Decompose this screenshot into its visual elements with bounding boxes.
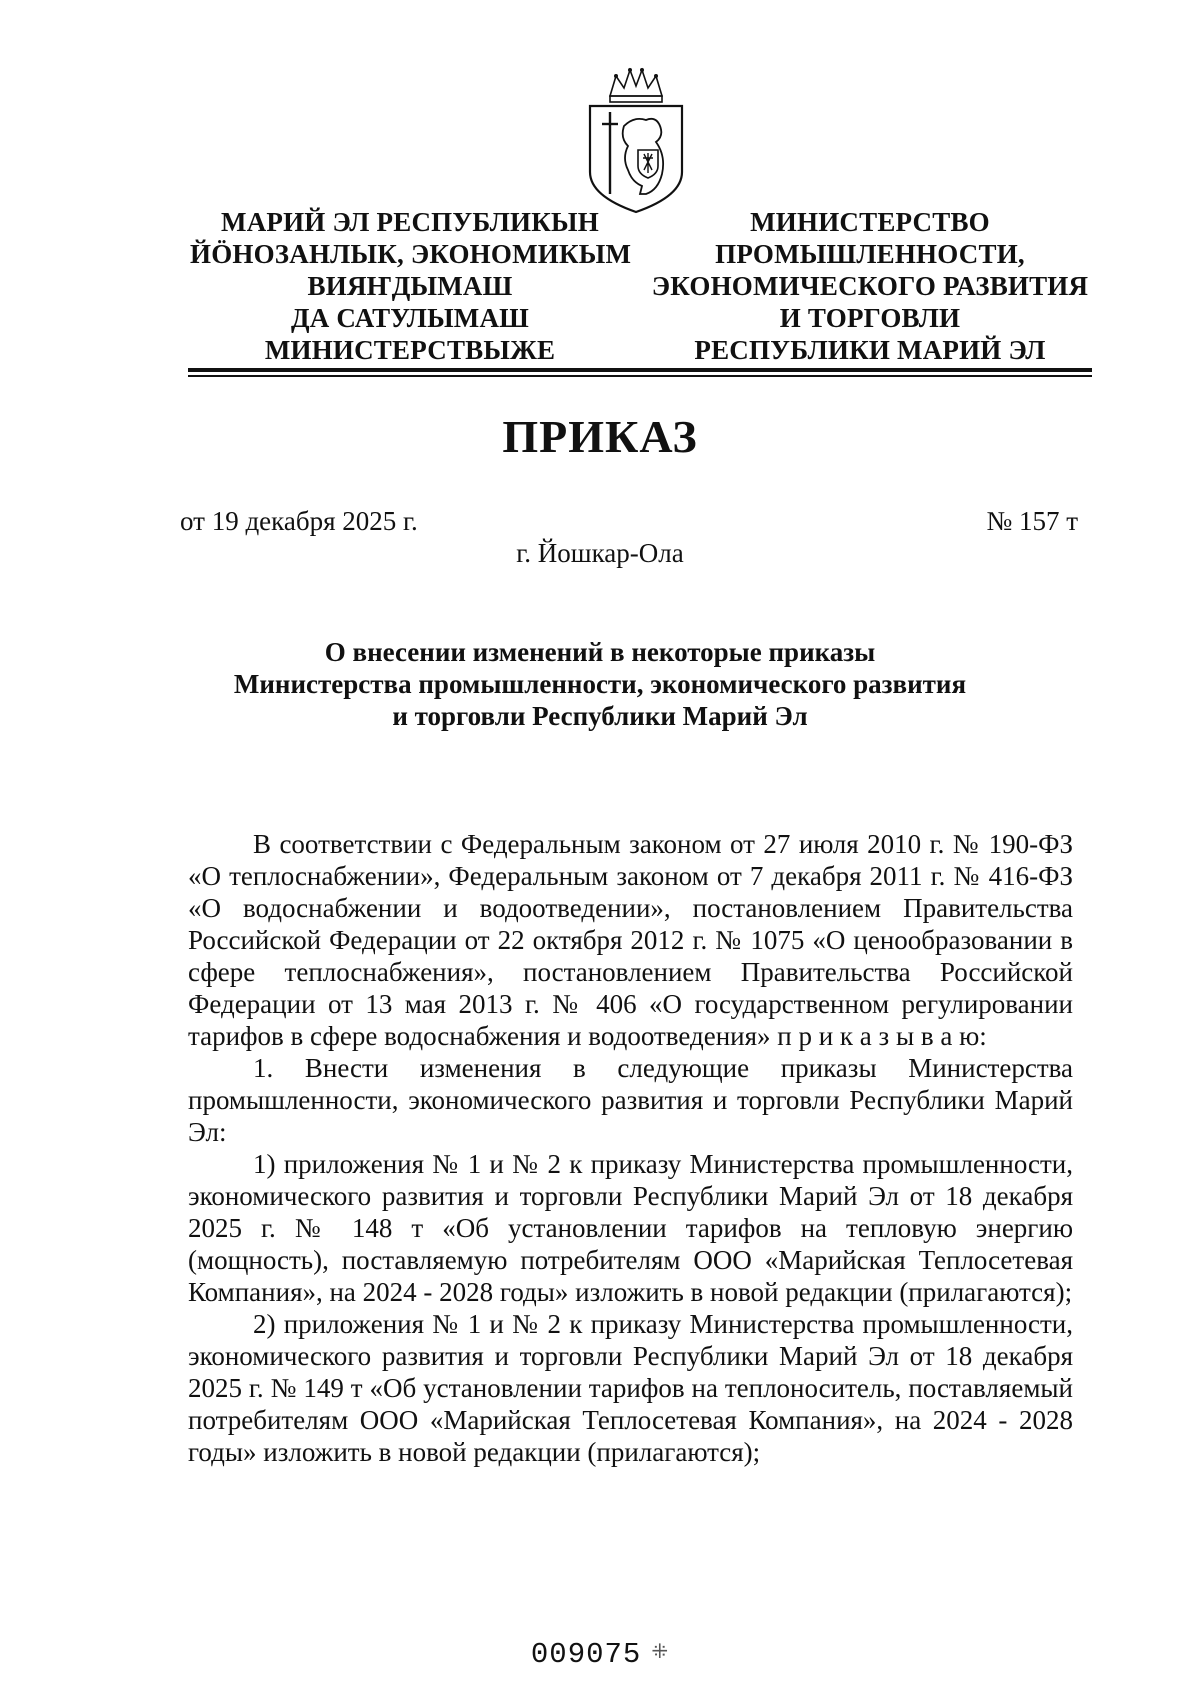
header-right-line: РЕСПУБЛИКИ МАРИЙ ЭЛ <box>694 335 1046 365</box>
ministry-name-russian <box>650 206 1090 366</box>
stamp-mark-icon: ⁜ <box>651 1642 670 1665</box>
document-subject <box>150 636 1050 732</box>
header-divider-thick <box>188 368 1092 372</box>
document-number: № 157 т <box>986 506 1078 536</box>
serial-number-stamp <box>0 1638 1200 1671</box>
document-city: г. Йошкар-Ола <box>516 538 684 568</box>
coat-of-arms-emblem <box>580 66 692 214</box>
body-paragraph: В соответствии с Федеральным законом от 27 июля 2010 г. № 190-ФЗ «О теплоснабжении», Федеральным законом от 7 декабря 2011 г. № 416-ФЗ «О водоснабжении и водоотведении», постановлением Правительства Российской Федерации от 22 октября 2012 г. № 1075 «О ценообразовании в сфере теплоснабжения», постановлением Правительства Российской Федерации от 13 мая 2013 г. № 406 «О государственном регулировании тарифов в сфере водоснабжения и водоотведения» п р и к а з ы в а ю: <box>188 829 1073 1051</box>
header-left-line: МИНИСТЕРСТВЫЖЕ <box>264 335 556 365</box>
body-paragraph: 1) приложения № 1 и № 2 к приказу Министерства промышленности, экономического развития и торговли Республики Марий Эл от 18 декабря 2025 г. № 148 т «Об установлении тарифов на тепловую энергию (мощность), поставляемую потребителям ООО «Марийская Теплосетевая Компания», на 2024 - 2028 годы» изложить в новой редакции (прилагаются); <box>188 1149 1073 1307</box>
ministry-name-mari <box>190 206 630 366</box>
document-body <box>188 828 1073 1468</box>
header-left-line: ЙÖНОЗАНЛЫК, ЭКОНОМИКЫМ <box>190 239 632 269</box>
header-left-line: ВИЯҤДЫМАШ <box>307 271 513 301</box>
header-right-line: И ТОРГОВЛИ <box>779 303 961 333</box>
document-title: ПРИКАЗ <box>502 411 698 462</box>
document-date: от 19 декабря 2025 г. <box>180 506 418 536</box>
subject-line: Министерства промышленности, экономического развития <box>233 669 967 699</box>
subject-line: О внесении изменений в некоторые приказы <box>324 637 876 667</box>
header-left-line: МАРИЙ ЭЛ РЕСПУБЛИКЫН <box>221 207 599 237</box>
serial-number: 009075 <box>530 1638 642 1671</box>
body-paragraph: 1. Внести изменения в следующие приказы Министерства промышленности, экономического развития и торговли Республики Марий Эл: <box>188 1053 1073 1147</box>
header-left-line: ДА САТУЛЫМАШ <box>290 303 530 333</box>
body-paragraph: 2) приложения № 1 и № 2 к приказу Министерства промышленности, экономического развития и торговли Республики Марий Эл от 18 декабря 2025 г. № 149 т «Об установлении тарифов на теплоноситель, поставляемый потребителям ООО «Марийская Теплосетевая Компания», на 2024 - 2028 годы» изложить в новой редакции (прилагаются); <box>188 1309 1073 1467</box>
header-right-line: ЭКОНОМИЧЕСКОГО РАЗВИТИЯ <box>651 271 1089 301</box>
header-right-line: МИНИСТЕРСТВО <box>750 207 990 237</box>
header-divider-thin <box>188 375 1092 377</box>
header-right-line: ПРОМЫШЛЕННОСТИ, <box>715 239 1025 269</box>
subject-line: и торговли Республики Марий Эл <box>392 701 808 731</box>
